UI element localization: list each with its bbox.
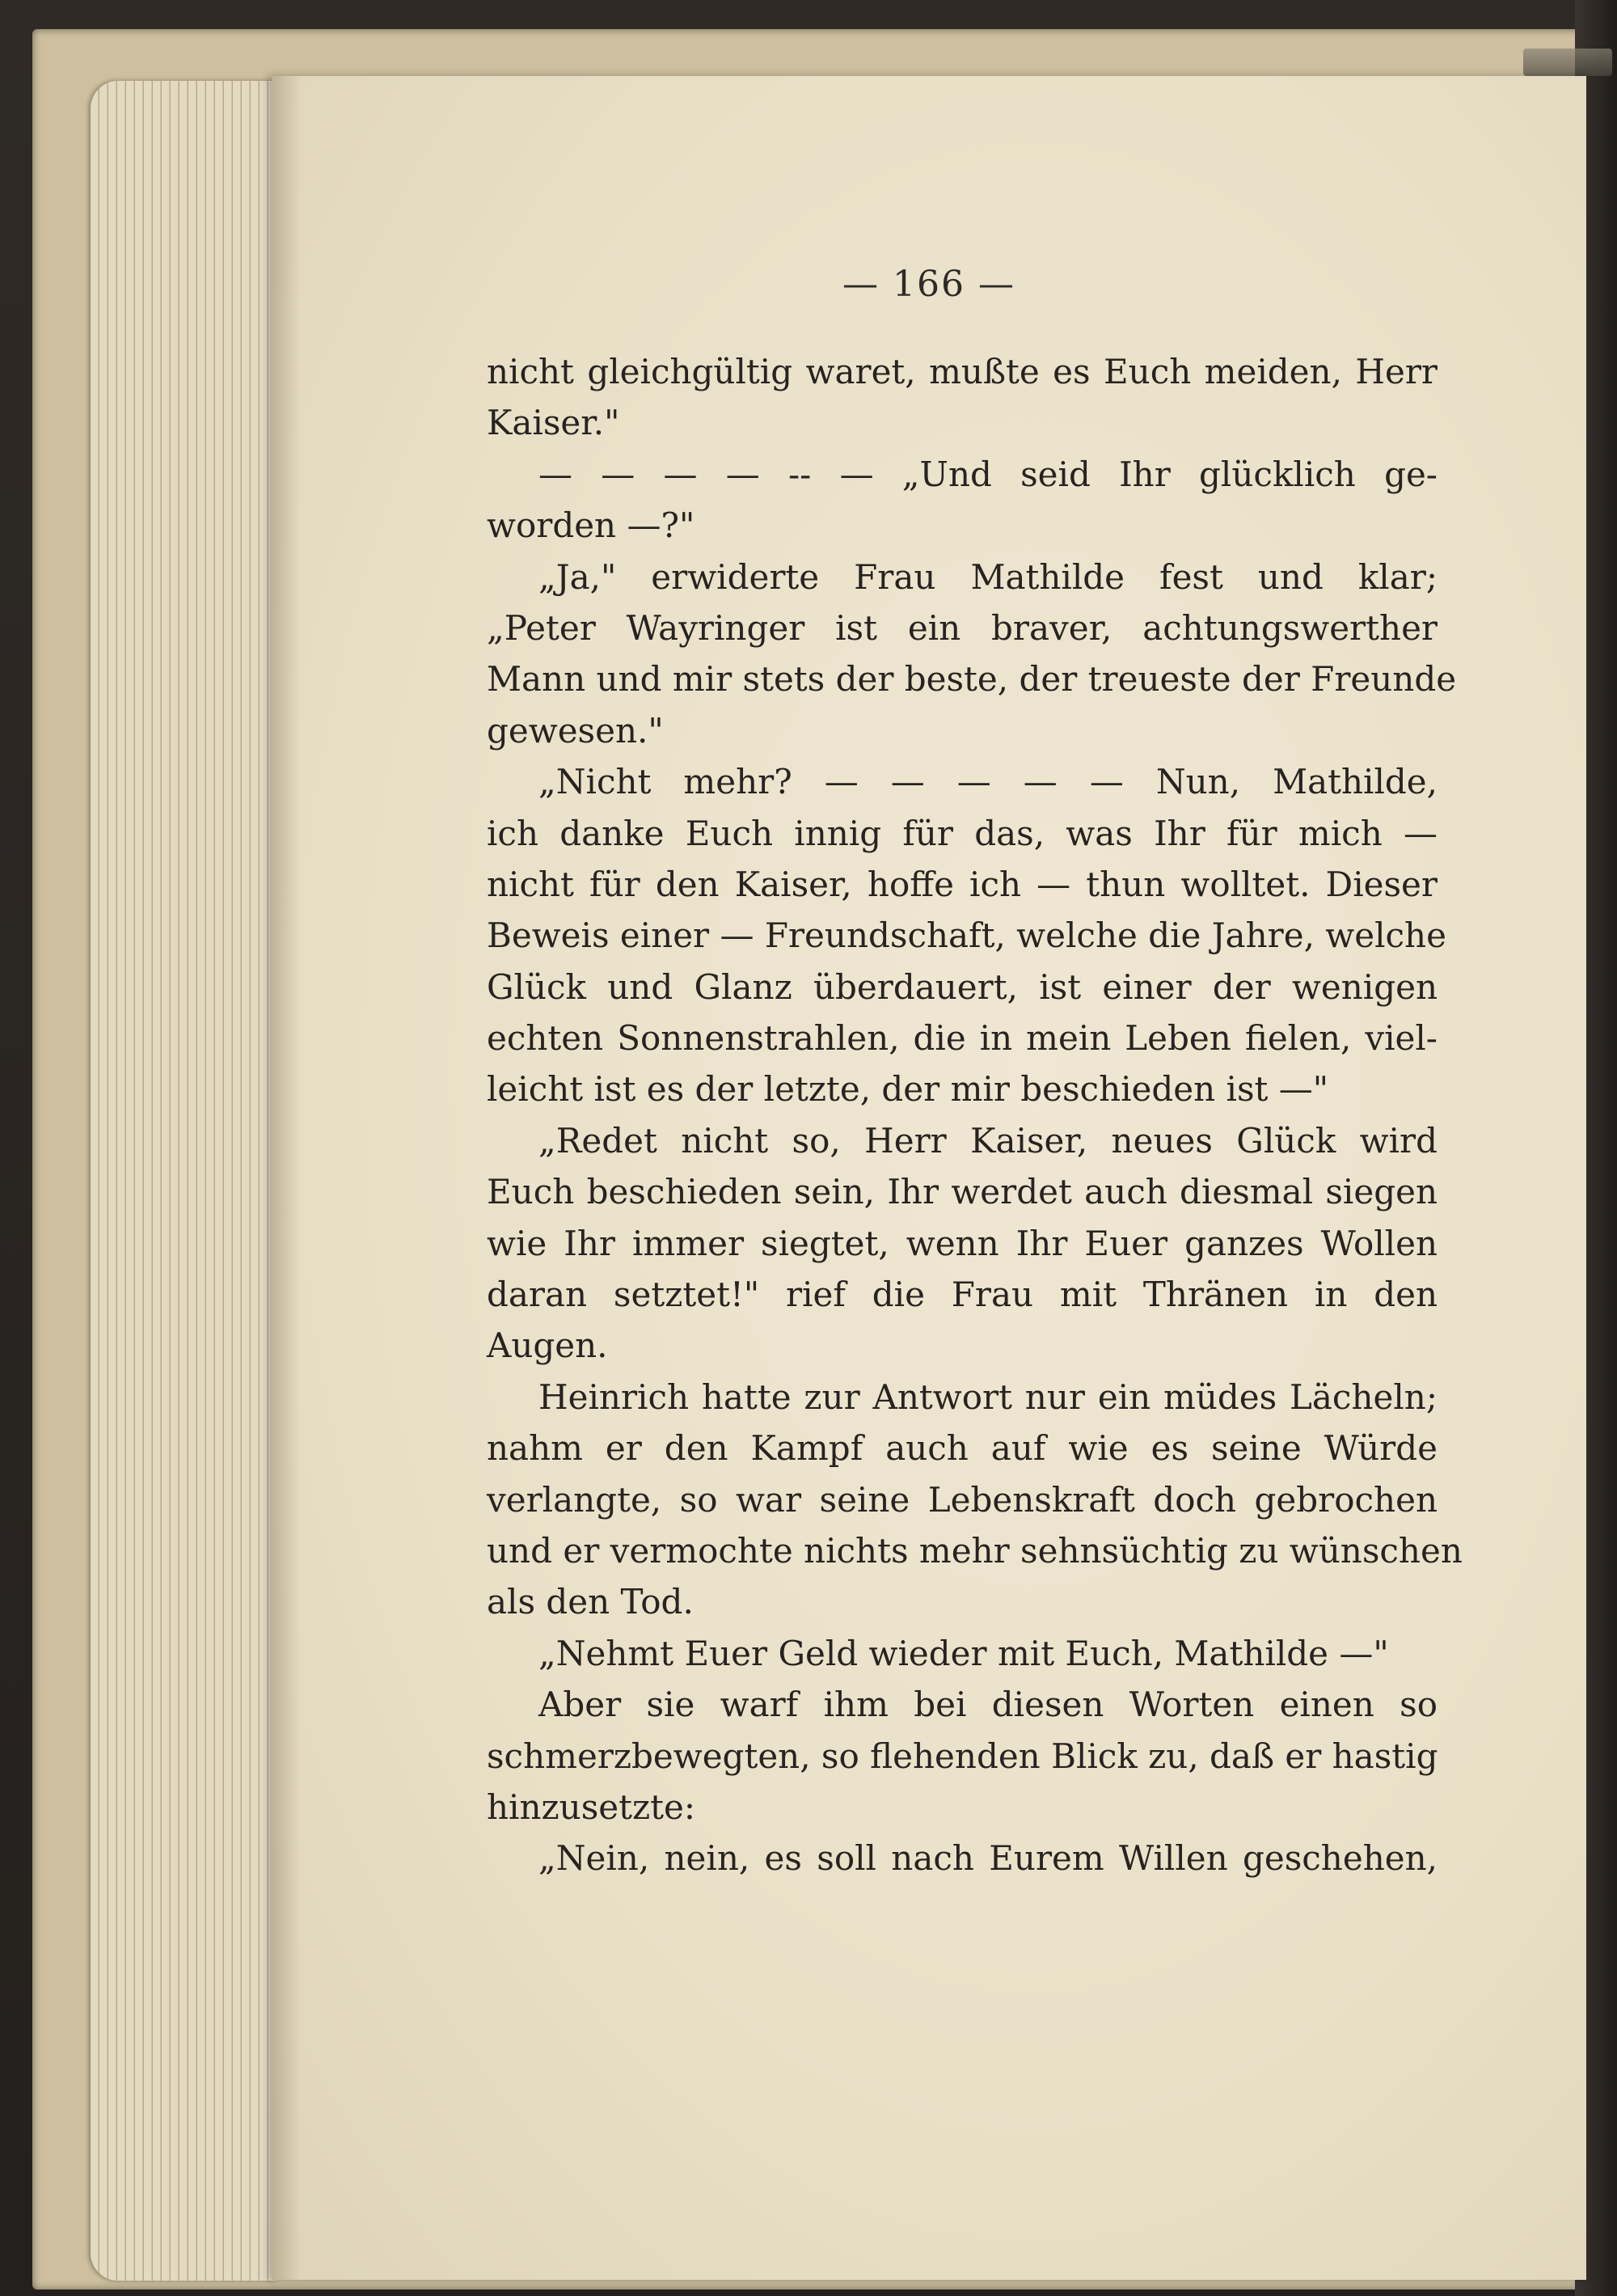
cover-clasp — [1523, 49, 1612, 76]
page-stack-edges — [91, 81, 277, 2281]
text-line: Glück und Glanz überdauert, ist einer der wenigen — [487, 966, 1438, 1007]
text-line: ich danke Euch innig für das, was Ihr für mich — — [487, 813, 1438, 853]
text-line: Beweis einer — Freundschaft, welche die Jahre, welche — [487, 915, 1446, 956]
text-line: Aber sie warf ihm bei diesen Worten einen so — [538, 1685, 1438, 1725]
text-line: als den Tod. — [487, 1582, 694, 1622]
text-line: „Peter Wayringer ist ein braver, achtungswerther — [487, 607, 1438, 648]
text-line: „Nein, nein, es soll nach Eurem Willen geschehen, — [538, 1838, 1438, 1879]
text-line: Augen. — [487, 1326, 608, 1366]
text-line: „Redet nicht so, Herr Kaiser, neues Glück wird — [538, 1120, 1438, 1161]
text-line: Euch beschieden sein, Ihr werdet auch diesmal siegen — [487, 1172, 1438, 1212]
text-line: schmerzbewegten, so flehenden Blick zu, daß er hastig — [487, 1736, 1438, 1776]
text-line: echten Sonnenstrahlen, die in mein Leben fielen, viel- — [487, 1018, 1438, 1059]
text-line: daran setztet!" rief die Frau mit Thränen in den — [487, 1275, 1438, 1315]
text-line: verlangte, so war seine Lebenskraft doch gebrochen — [487, 1479, 1438, 1520]
text-line: — — — — -- — „Und seid Ihr glücklich ge- — [538, 454, 1438, 494]
text-line: hinzusetzte: — [487, 1786, 696, 1827]
book-page — [272, 76, 1586, 2280]
text-line: leicht ist es der letzte, der mir beschieden ist —" — [487, 1069, 1329, 1110]
text-line: Heinrich hatte zur Antwort nur ein müdes Lächeln; — [538, 1376, 1438, 1417]
text-line: „Ja," erwiderte Frau Mathilde fest und klar; — [538, 556, 1438, 597]
text-line: nicht für den Kaiser, hoffe ich — thun wolltet. Dieser — [487, 864, 1438, 904]
text-line: gewesen." — [487, 710, 664, 751]
text-line: nahm er den Kampf auch auf wie es seine Würde — [487, 1428, 1438, 1469]
page-text — [487, 346, 1463, 1884]
text-line: worden —?" — [487, 505, 695, 546]
text-line: nicht gleichgültig waret, mußte es Euch meiden, Herr — [487, 352, 1438, 391]
text-line: „Nehmt Euer Geld wieder mit Euch, Mathilde —" — [538, 1633, 1389, 1673]
text-line: „Nicht mehr? — — — — — Nun, Mathilde, — [538, 762, 1438, 802]
text-line: und er vermochte nichts mehr sehnsüchtig zu wünschen — [487, 1530, 1463, 1571]
text-line: Mann und mir stets der beste, der treueste der Freunde — [487, 659, 1457, 700]
page-number: — 166 — — [842, 264, 1015, 305]
text-line: wie Ihr immer siegtet, wenn Ihr Euer ganzes Wollen — [487, 1223, 1438, 1263]
text-line: Kaiser." — [487, 403, 620, 443]
